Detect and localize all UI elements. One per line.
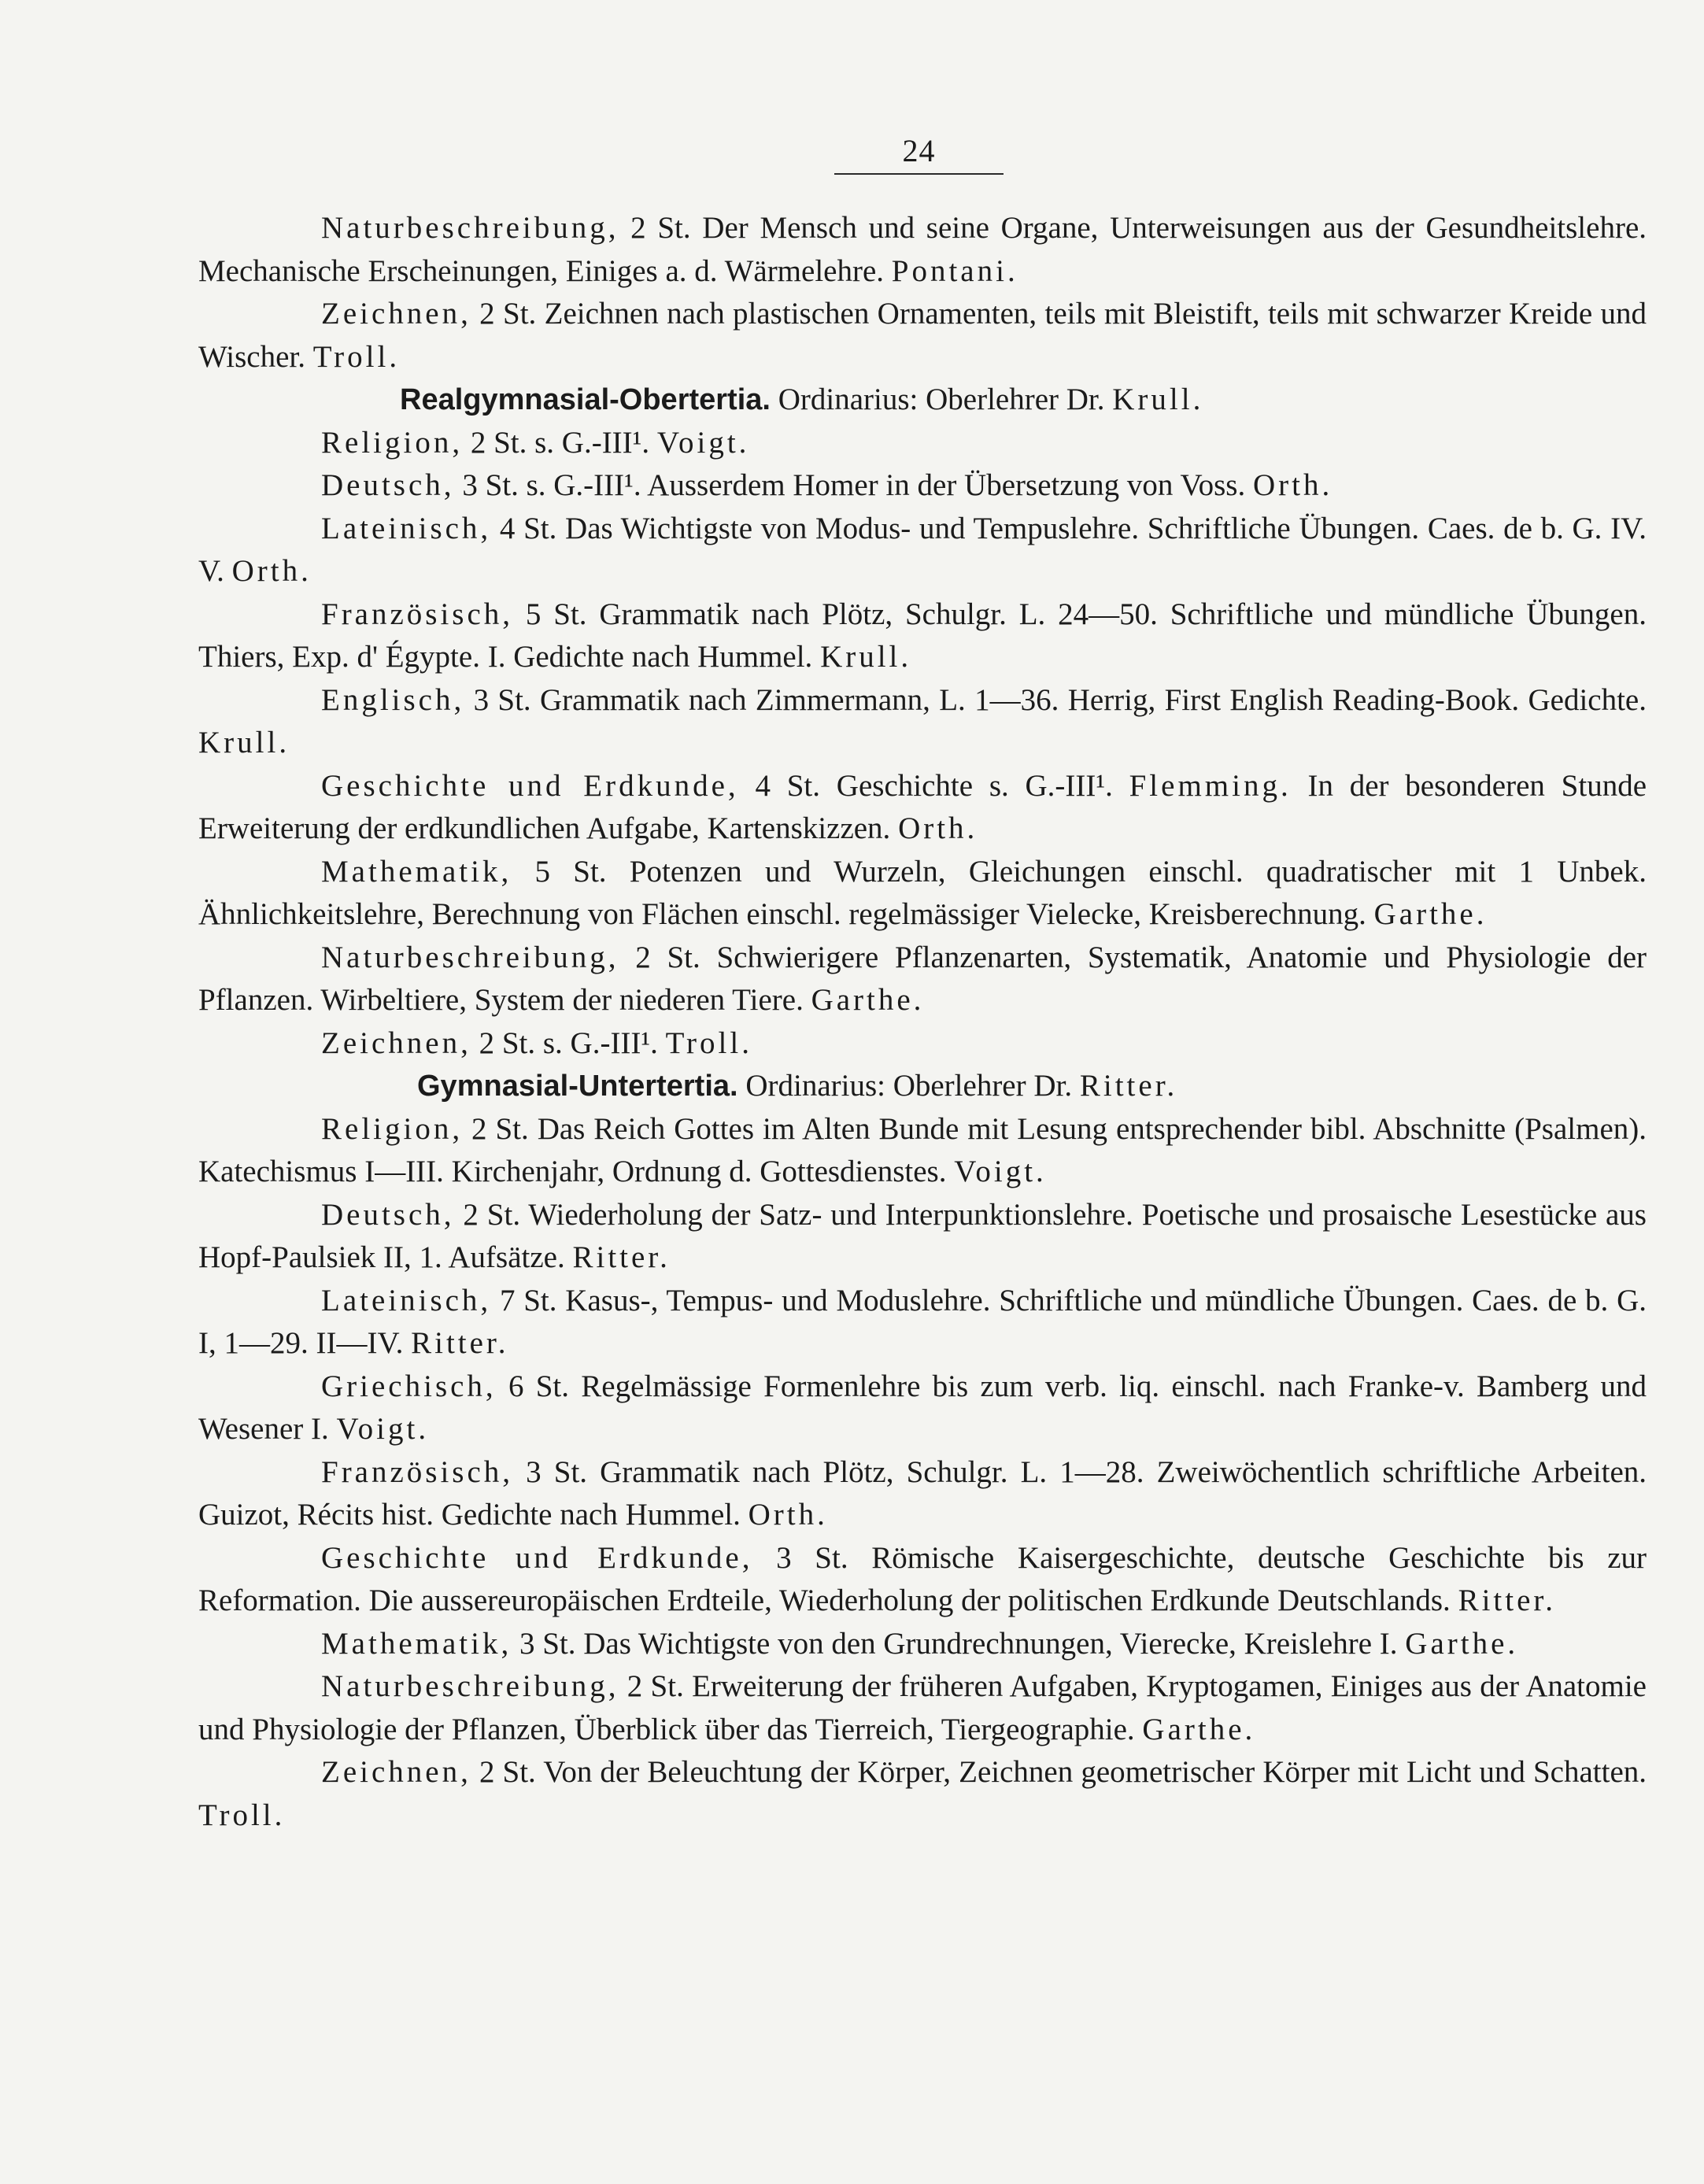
teacher: Orth. [748, 1498, 828, 1532]
teacher: Ritter. [572, 1240, 671, 1274]
teacher: Orth. [231, 554, 312, 588]
entry-deutsch [198, 1194, 1647, 1280]
teacher: Krull. [198, 726, 290, 759]
subject: Zeichnen, [321, 1025, 471, 1060]
entry-text: 2 St. Zeichnen nach plastischen Ornamenten, teils mit Bleistift, teils mit schwarzer Kreide und Wischer. [198, 297, 1647, 374]
curriculum-text [198, 207, 1647, 1837]
teacher: Voigt. [336, 1412, 430, 1446]
entry-text-continued: In der besonderen Stunde Erweiterung der erdkundlichen Aufgabe, Kartenskizzen. [198, 768, 1647, 845]
entry-text: 2 St. Von der Beleuchtung der Körper, Zeichnen geometrischer Körper mit Licht und Schatten. [471, 1755, 1647, 1789]
entry-englisch [198, 679, 1647, 765]
entry-text: 2 St. s. G.-III¹. [463, 425, 650, 460]
entry-franzoesisch [198, 593, 1647, 679]
teacher: Orth. [898, 811, 978, 845]
entry-lateinisch [198, 1280, 1647, 1365]
entry-text: 6 St. Regelmässige Formenlehre bis zum verb. liq. einschl. nach Franke-v. Bamberg und Wesener I. [198, 1369, 1647, 1446]
subject: Deutsch, [321, 468, 455, 502]
subject: Geschichte und Erdkunde, [321, 768, 739, 803]
entry-griechisch [198, 1365, 1647, 1451]
section-heading-gymnasial-untertertia [198, 1065, 1647, 1108]
subject: Geschichte und Erdkunde, [321, 1540, 753, 1575]
subject: Griechisch, [321, 1369, 497, 1403]
entry-zeichnen [198, 1751, 1647, 1837]
entry-naturbeschreibung [198, 937, 1647, 1022]
subject: Zeichnen, [321, 1755, 471, 1789]
teacher: Flemming. [1129, 768, 1292, 803]
entry-text: 3 St. Grammatik nach Plötz, Schulgr. L. 1—28. Zweiwöchentlich schriftliche Arbeiten. Guizot, Récits hist. Gedichte nach Hummel. [198, 1454, 1647, 1532]
entry-text: 3 St. s. G.-III¹. Ausserdem Homer in der Übersetzung von Voss. [454, 468, 1246, 502]
entry-religion [198, 422, 1647, 465]
entry-text: 3 St. Römische Kaisergeschichte, deutsche Geschichte bis zur Reformation. Die aussereuropäischen Erdteile, Wiederholung der politischen Erdkunde Deutschlands. [198, 1540, 1647, 1617]
subject: Naturbeschreibung, [321, 940, 619, 974]
subject: Englisch, [321, 682, 465, 717]
subject: Lateinisch, [321, 511, 492, 545]
subject: Französisch, [321, 1454, 514, 1489]
entry-text: 2 St. Wiederholung der Satz- und Interpunktionslehre. Poetische und prosaische Lesestücke aus Hopf-Paulsiek II, 1. Aufsätze. [198, 1197, 1647, 1274]
ordinarius-name: Ritter. [1079, 1069, 1178, 1103]
section-heading-realgymnasial-obertertia [198, 379, 1647, 422]
subject: Lateinisch, [321, 1283, 492, 1317]
teacher: Garthe. [1405, 1626, 1519, 1661]
page-number: 24 [902, 133, 936, 168]
entry-franzoesisch [198, 1451, 1647, 1537]
subject: Naturbeschreibung, [321, 1669, 619, 1703]
subject: Religion, [321, 425, 464, 460]
teacher: Voigt. [656, 425, 750, 460]
subject: Mathematik, [321, 854, 512, 889]
entry-text: 5 St. Grammatik nach Plötz, Schulgr. L. 24—50. Schriftliche und mündliche Übungen. Thiers, Exp. d' Égypte. I. Gedichte nach Hummel. [198, 597, 1647, 674]
entry-text: 3 St. Grammatik nach Zimmermann, L. 1—36. Herrig, First English Reading-Book. Gedichte. [464, 682, 1647, 717]
subject: Deutsch, [321, 1197, 455, 1232]
teacher: Pontani. [891, 253, 1018, 288]
entry-zeichnen [198, 293, 1647, 379]
entry-text: 2 St. s. G.-III¹. [471, 1025, 658, 1060]
teacher: Orth. [1252, 468, 1333, 502]
ordinarius-text: Ordinarius: Oberlehrer Dr. [770, 382, 1105, 416]
subject: Französisch, [321, 597, 514, 631]
teacher: Garthe. [811, 983, 925, 1017]
entry-mathematik [198, 851, 1647, 937]
entry-text: 2 St. Das Reich Gottes im Alten Bunde mit Lesung entsprechender bibl. Abschnitte (Psalmen). Katechismus I—III. Kirchenjahr, Ordnung d. Gottesdienstes. [198, 1111, 1647, 1188]
entry-geschichte-erdkunde [198, 765, 1647, 851]
teacher: Ritter. [411, 1326, 509, 1360]
entry-naturbeschreibung [198, 1665, 1647, 1751]
header-rule [834, 173, 1004, 175]
section-title: Realgymnasial-Obertertia. [400, 383, 771, 416]
entry-text: 2 St. Der Mensch und seine Organe, Unterweisungen aus der Gesundheitslehre. Mechanische Erscheinungen, Einiges a. d. Wärmelehre. [198, 211, 1647, 288]
entry-religion [198, 1108, 1647, 1194]
entry-text: 3 St. Das Wichtigste von den Grundrechnungen, Vierecke, Kreislehre I. [512, 1626, 1398, 1661]
entry-text: 4 St. Geschichte s. G.-III¹. [738, 768, 1113, 803]
entry-text: 5 St. Potenzen und Wurzeln, Gleichungen einschl. quadratischer mit 1 Unbek. Ähnlichkeitslehre, Berechnung von Flächen einschl. regelmässiger Vielecke, Kreisberechnung. [198, 854, 1647, 931]
teacher: Garthe. [1142, 1712, 1256, 1746]
section-title: Gymnasial-Untertertia. [417, 1070, 738, 1103]
teacher: Krull. [820, 640, 912, 674]
entry-deutsch [198, 464, 1647, 508]
ordinarius-name: Krull. [1112, 382, 1204, 416]
teacher: Troll. [312, 339, 401, 374]
teacher: Ritter. [1458, 1583, 1556, 1617]
entry-text: 2 St. Schwierigere Pflanzenarten, Systematik, Anatomie und Physiologie der Pflanzen. Wirbeltiere, System der niederen Tiere. [198, 940, 1647, 1017]
teacher: Troll. [665, 1025, 752, 1060]
subject: Mathematik, [321, 1626, 512, 1661]
ordinarius-text: Ordinarius: Oberlehrer Dr. [737, 1069, 1073, 1103]
subject: Naturbeschreibung, [321, 211, 619, 245]
subject: Religion, [321, 1111, 464, 1146]
teacher: Troll. [198, 1798, 286, 1832]
entry-naturbeschreibung [198, 207, 1647, 293]
entry-geschichte-erdkunde [198, 1537, 1647, 1623]
entry-text: 4 St. Das Wichtigste von Modus- und Tempuslehre. Schriftliche Übungen. Caes. de b. G. IV. V. [198, 511, 1647, 588]
entry-mathematik [198, 1623, 1647, 1666]
entry-lateinisch [198, 508, 1647, 593]
teacher: Garthe. [1373, 897, 1488, 931]
subject: Zeichnen, [321, 297, 471, 331]
entry-text: 2 St. Erweiterung der früheren Aufgaben, Kryptogamen, Einiges aus der Anatomie und Physiologie der Pflanzen, Überblick über das Tierreich, Tiergeographie. [198, 1669, 1647, 1746]
entry-text: 7 St. Kasus-, Tempus- und Moduslehre. Schriftliche und mündliche Übungen. Caes. de b. G. I, 1—29. II—IV. [198, 1283, 1647, 1360]
entry-zeichnen [198, 1022, 1647, 1066]
teacher: Voigt. [954, 1155, 1047, 1188]
